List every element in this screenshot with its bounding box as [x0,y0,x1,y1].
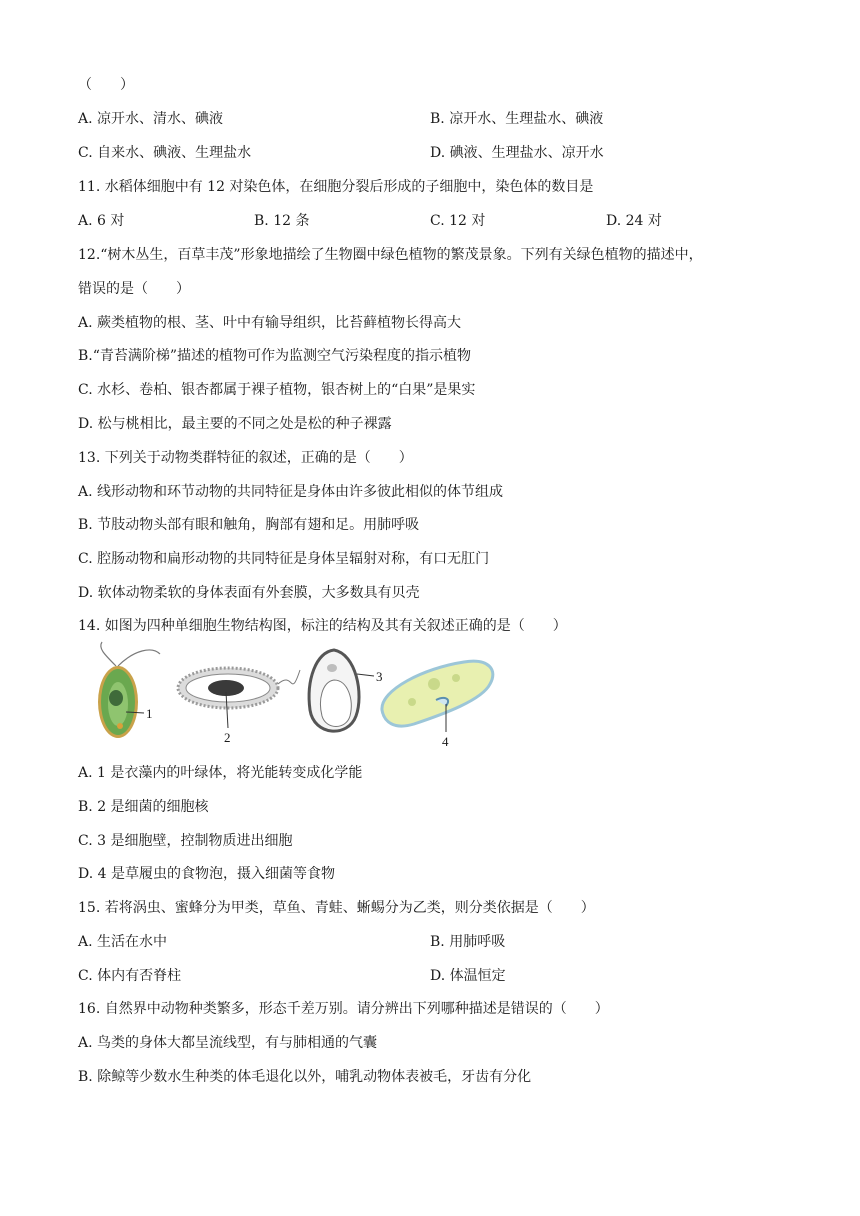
q16-option-a: A. 鸟类的身体大都呈流线型，有与肺相通的气囊 [78,1035,378,1051]
chlamydomonas-illustration [98,642,160,738]
label-3: 3 [376,669,383,684]
q13-stem: 13. 下列关于动物类群特征的叙述，正确的是（ ） [78,450,413,466]
q12-option-a: A. 蕨类植物的根、茎、叶中有输导组织，比苔藓植物长得高大 [78,315,462,331]
q12-option-b: B.“青苔满阶梯”描述的植物可作为监测空气污染程度的指示植物 [78,348,472,364]
q16-stem: 16. 自然界中动物种类繁多，形态千差万别。请分辨出下列哪种描述是错误的（ ） [78,1001,609,1017]
q10-stem-tail: （ ） [78,77,134,93]
q10-option-d: D. 碘液、生理盐水、凉开水 [430,145,604,161]
bacterium-illustration [178,668,300,745]
q16-option-b: B. 除鲸等少数水生种类的体毛退化以外，哺乳动物体表被毛，牙齿有分化 [78,1069,532,1085]
q15-option-b: B. 用肺呼吸 [430,934,506,950]
q15-option-a: A. 生活在水中 [78,934,168,950]
q14-option-d: D. 4 是草履虫的食物泡，摄入细菌等食物 [78,866,335,882]
q15-stem: 15. 若将涡虫、蜜蜂分为甲类，草鱼、青蛙、蜥蜴分为乙类，则分类依据是（ ） [78,900,595,916]
q13-option-c: C. 腔肠动物和扁形动物的共同特征是身体呈辐射对称，有口无肛门 [78,551,490,567]
label-1: 1 [146,706,153,721]
q11-option-a: A. 6 对 [78,213,125,229]
q10-option-c: C. 自来水、碘液、生理盐水 [78,145,252,161]
q13-option-a: A. 线形动物和环节动物的共同特征是身体由许多彼此相似的体节组成 [78,484,504,500]
q13-option-d: D. 软体动物柔软的身体表面有外套膜，大多数具有贝壳 [78,585,420,601]
paramecium-illustration [382,661,493,749]
q11-option-c: C. 12 对 [430,213,486,229]
q11-stem: 11. 水稻体细胞中有 12 对染色体，在细胞分裂后形成的子细胞中，染色体的数目是 [78,179,594,195]
q10-option-a: A. 凉开水、清水、碘液 [78,111,224,127]
q14-option-a: A. 1 是衣藻内的叶绿体，将光能转变成化学能 [78,765,363,781]
q13-option-b: B. 节肢动物头部有眼和触角，胸部有翅和足。用肺呼吸 [78,517,420,533]
q15-option-c: C. 体内有否脊柱 [78,968,182,984]
q14-stem: 14. 如图为四种单细胞生物结构图，标注的结构及其有关叙述正确的是（ ） [78,618,567,634]
yeast-cell-illustration [309,650,382,731]
q15-option-d: D. 体温恒定 [430,968,506,984]
q14-figure [94,640,514,750]
q12-option-c: C. 水杉、卷柏、银杏都属于裸子植物，银杏树上的“白果”是果实 [78,382,476,398]
q14-option-c: C. 3 是细胞壁，控制物质进出细胞 [78,833,293,849]
q11-option-d: D. 24 对 [606,213,662,229]
q12-stem-line1: 12.“树木丛生，百草丰茂”形象地描绘了生物圈中绿色植物的繁茂景象。下列有关绿色植物的描述中， [78,247,703,263]
q12-stem-line2: 错误的是（ ） [78,281,190,297]
label-2: 2 [224,730,231,745]
q11-option-b: B. 12 条 [254,213,310,229]
q10-option-b: B. 凉开水、生理盐水、碘液 [430,111,604,127]
label-4: 4 [442,734,449,749]
q12-option-d: D. 松与桃相比，最主要的不同之处是松的种子裸露 [78,416,392,432]
q14-option-b: B. 2 是细菌的细胞核 [78,799,209,815]
